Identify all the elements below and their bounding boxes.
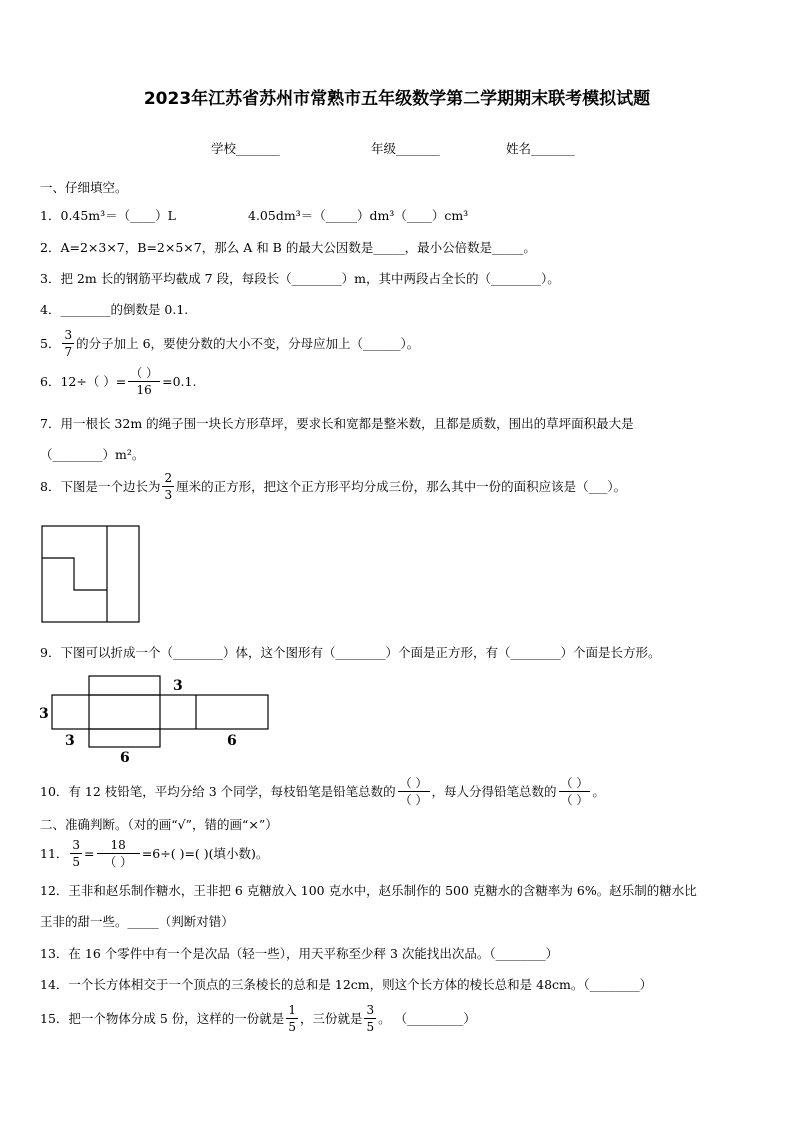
- question-5-text: 的分子加上 6，要使分数的大小不变，分母应加上（______）。: [76, 336, 420, 352]
- fraction-denominator: 16: [136, 383, 152, 397]
- question-2: 2．A=2×3×7，B=2×5×7，那么 A 和 B 的最大公因数是_____，最小公倍数是_____。: [40, 240, 536, 255]
- question-15-text: 15．把一个物体分成 5 份，这样的一份就是: [40, 1011, 285, 1027]
- question-1a: 1．0.45m³＝（____）L: [40, 208, 176, 223]
- net-label-bottom-right: 6: [227, 733, 237, 749]
- fraction-denominator: （ ）: [399, 793, 428, 807]
- net-top-face: [89, 676, 160, 695]
- fraction-blank: [559, 777, 591, 806]
- fraction-2-3: [162, 472, 174, 501]
- question-12-line1: 12．王非和赵乐制作糖水，王非把 6 克糖放入 100 克水中，赵乐制作的 500 克糖水的含糖率为 6%。赵乐制的糖水比: [40, 883, 697, 898]
- net-bottom-face: [89, 729, 160, 747]
- net-label-bottom-left: 3: [65, 733, 75, 749]
- question-10-end: 。: [592, 784, 605, 800]
- question-9: 9．下图可以折成一个（________）体，这个图形有（________）个面是正方形，有（________）个面是长方形。: [40, 645, 661, 660]
- question-4: 4．________的倒数是 0.1.: [40, 302, 189, 317]
- fraction-numerator: （ ）: [130, 366, 159, 380]
- net-label-left: 3: [39, 706, 49, 722]
- question-5-number: 5．: [40, 336, 61, 352]
- question-10-text: 10．有 12 枝铅笔，平均分给 3 个同学，每枝铅笔是铅笔总数的: [40, 784, 396, 800]
- question-1b: 4.05dm³＝（_____）dm³（____）cm³: [248, 208, 469, 223]
- question-6-end: =0.1.: [162, 374, 197, 390]
- section-2-heading: 二、准确判断。（对的画“√”，错的画“×”）: [40, 817, 278, 832]
- fraction-denominator: 5: [72, 855, 81, 869]
- net-label-top: 3: [173, 678, 183, 694]
- section-1-heading: 一、仔细填空。: [40, 180, 128, 195]
- question-8-text-end: 厘米的正方形，把这个正方形平均分成三份，那么其中一份的面积应该是（___）。: [176, 479, 627, 495]
- fraction-18-blank: [97, 839, 140, 868]
- fraction-denominator: 5: [288, 1020, 296, 1034]
- question-15: [40, 1005, 476, 1034]
- question-14: 14．一个长方体相交于一个顶点的三条棱长的总和是 12cm，则这个长方体的棱长总和是 48cm。（________）: [40, 977, 653, 992]
- question-11: [40, 840, 268, 869]
- grade-label: 年级: [371, 141, 397, 156]
- fraction-numerator: 3: [72, 838, 81, 852]
- question-7-line2: （________）m²。: [40, 447, 145, 462]
- fraction-blank-16: [128, 367, 160, 396]
- question-8-text: 8．下图是一个边长为: [40, 479, 161, 495]
- question-6-text: 6．12÷（ ）=: [40, 374, 127, 390]
- question-15-end: 。 （_________）: [378, 1011, 476, 1027]
- fraction-numerator: 2: [164, 471, 173, 485]
- fraction-numerator: 3: [64, 328, 73, 342]
- question-5: [40, 330, 419, 359]
- fraction-3-5: [364, 1004, 376, 1033]
- question-13: 13．在 16 个零件中有一个是次品（轻一些），用天平称至少秤 3 次能找出次品。（________）: [40, 946, 559, 961]
- l-divider: [42, 558, 107, 590]
- fraction-3-7: [62, 329, 74, 358]
- equals-sign: =: [84, 846, 95, 862]
- name-label: 姓名: [506, 141, 532, 156]
- question-3: 3．把 2m 长的钢筋平均截成 7 段，每段长（________）m，其中两段占全长的（________）。: [40, 271, 560, 286]
- question-15-text-mid: ，三份就是: [299, 1011, 363, 1027]
- question-10-text-mid: ，每人分得铅笔总数的: [431, 784, 557, 800]
- outer-square: [42, 526, 139, 622]
- square-division-figure: [40, 524, 142, 625]
- question-8: [40, 473, 626, 502]
- question-6: [40, 368, 196, 397]
- fraction-1-5: [286, 1004, 298, 1033]
- fraction-blank: [398, 777, 430, 806]
- fraction-denominator: 5: [366, 1020, 375, 1034]
- fraction-numerator: 3: [366, 1003, 375, 1017]
- school-label: 学校: [211, 141, 237, 156]
- fraction-numerator: 18: [97, 839, 140, 854]
- question-7-line1: 7．用一根长 32m 的绳子围一块长方形草坪，要求长和宽都是整米数，且都是质数，围出的草坪面积最大是: [40, 416, 634, 431]
- fraction-denominator: 3: [164, 488, 173, 502]
- school-field: [211, 143, 280, 156]
- name-blank[interactable]: _______: [531, 141, 575, 156]
- name-field: [506, 143, 575, 156]
- page-title: 2023年江苏省苏州市常熟市五年级数学第二学期期末联考模拟试题: [143, 89, 651, 109]
- fraction-numerator: （ ）: [399, 776, 428, 790]
- fraction-denominator: （ ）: [104, 855, 133, 869]
- fraction-denominator: 7: [64, 345, 73, 359]
- fraction-numerator: （ ）: [560, 776, 589, 790]
- fraction-3-5: [70, 839, 82, 868]
- question-10: [40, 778, 605, 807]
- grade-blank[interactable]: _______: [396, 141, 440, 156]
- question-11-number: 11．: [40, 846, 69, 862]
- question-11-text: =6÷( )=( )(填小数)。: [141, 846, 269, 862]
- school-blank[interactable]: _______: [236, 141, 280, 156]
- cuboid-net-figure: [36, 673, 276, 765]
- question-12-line2: 王非的甜一些。_____（判断对错）: [40, 914, 234, 929]
- grade-field: [371, 143, 440, 156]
- net-label-bottom-mid: 6: [120, 750, 130, 765]
- fraction-denominator: （ ）: [560, 793, 589, 807]
- fraction-numerator: 1: [288, 1003, 296, 1017]
